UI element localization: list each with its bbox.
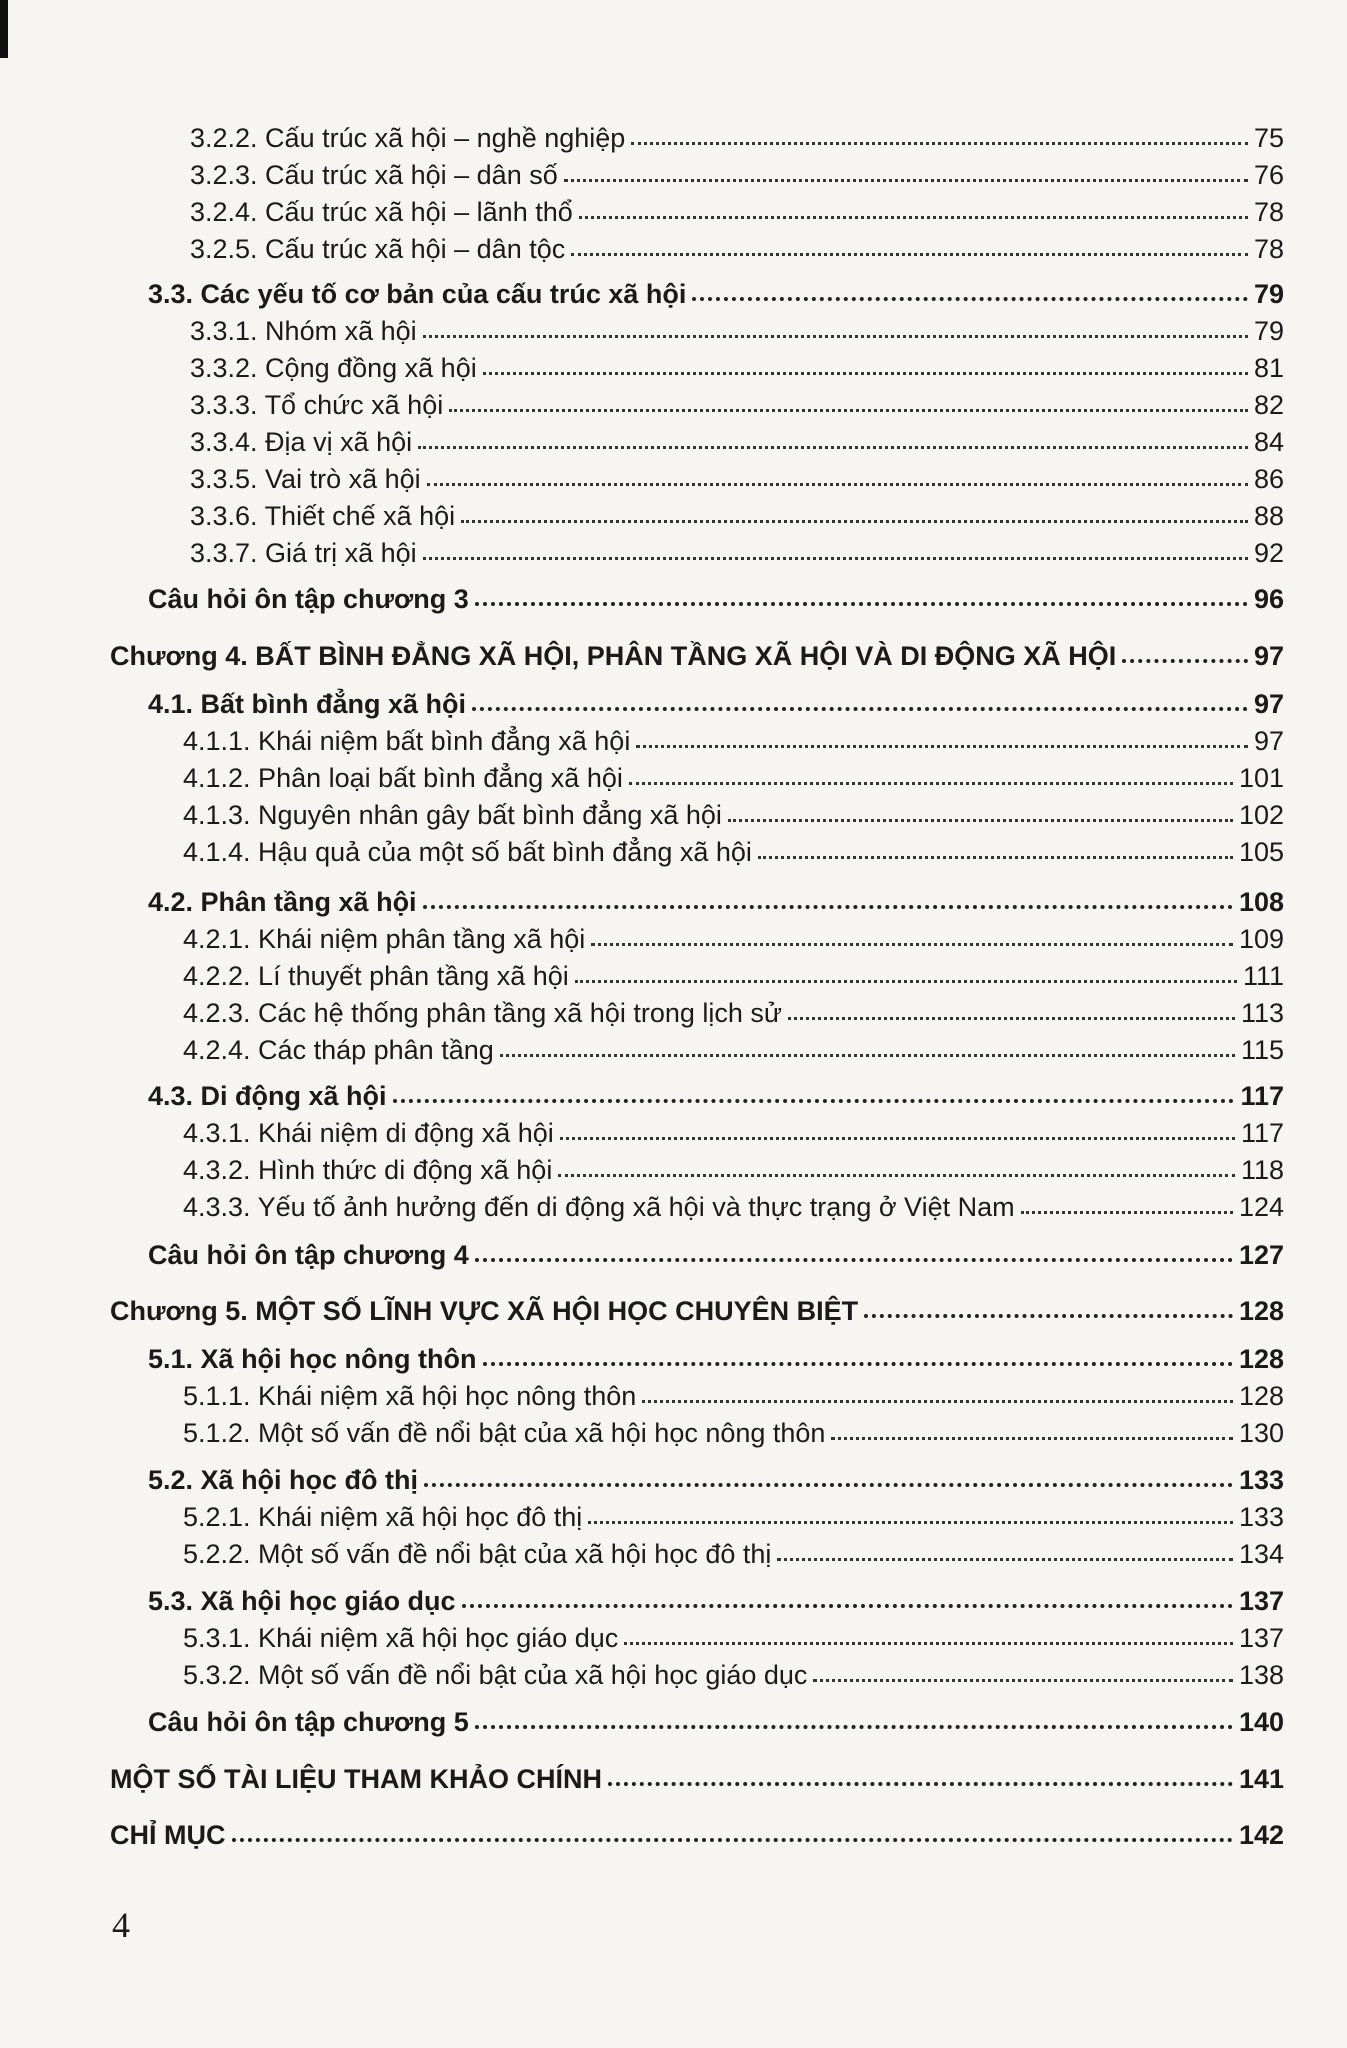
toc-section-page: 96 xyxy=(1253,584,1284,614)
leader-dots xyxy=(461,520,1248,523)
leader-dots xyxy=(483,372,1248,375)
toc-section-page: 137 xyxy=(1238,1586,1284,1616)
toc-entry-page: 113 xyxy=(1240,998,1284,1028)
toc-section-title: 4.3. Di động xã hội xyxy=(148,1081,387,1111)
toc-entry xyxy=(190,531,1284,569)
toc-entry-page: 130 xyxy=(1238,1418,1284,1448)
toc-entry xyxy=(183,991,1284,1029)
toc-entry-title: 4.1.3. Nguyên nhân gây bất bình đẳng xã hội xyxy=(183,800,722,830)
scan-edge-mark xyxy=(0,0,8,58)
leader-dots xyxy=(629,782,1233,785)
toc-entry-title: 4.3.2. Hình thức di động xã hội xyxy=(183,1155,553,1185)
leader-dots xyxy=(564,179,1248,182)
toc-section-page: 108 xyxy=(1238,887,1284,917)
toc-entry-page: 81 xyxy=(1253,353,1284,383)
leader-dots xyxy=(624,1642,1233,1645)
toc-entry-title: 5.2.2. Một số vấn đề nổi bật của xã hội học đô thị xyxy=(183,1539,772,1569)
toc-entry xyxy=(190,494,1284,532)
toc-entry-title: 3.2.5. Cấu trúc xã hội – dân tộc xyxy=(190,234,566,264)
leader-dots xyxy=(418,446,1248,449)
toc-chapter-page: 128 xyxy=(1238,1296,1284,1326)
toc-entry-page: 124 xyxy=(1238,1192,1284,1222)
toc-entry-title: 5.1.2. Một số vấn đề nổi bật của xã hội học nông thôn xyxy=(183,1418,826,1448)
toc-entry-page: 115 xyxy=(1240,1035,1284,1065)
toc-chapter-page: 142 xyxy=(1238,1820,1284,1850)
toc-chapter xyxy=(110,1289,1284,1327)
toc-entry xyxy=(183,1532,1284,1570)
toc-entry xyxy=(183,1616,1284,1654)
toc-entry xyxy=(183,1495,1284,1533)
leader-dots xyxy=(560,1137,1235,1140)
toc-section-page: 127 xyxy=(1238,1240,1284,1270)
leader-dots xyxy=(1122,659,1248,663)
toc-section-page: 117 xyxy=(1240,1081,1284,1111)
toc-entry-page: 92 xyxy=(1253,538,1284,568)
toc-entry-title: 4.1.1. Khái niệm bất bình đẳng xã hội xyxy=(183,726,631,756)
toc-section xyxy=(148,1233,1284,1271)
leader-dots xyxy=(788,1017,1235,1020)
toc-entry-page: 134 xyxy=(1238,1539,1284,1569)
toc-chapter xyxy=(110,1813,1284,1851)
leader-dots xyxy=(758,856,1233,859)
toc-entry-page: 79 xyxy=(1253,316,1284,346)
toc-section xyxy=(148,577,1284,615)
toc-chapter-title: CHỈ MỤC xyxy=(110,1820,226,1850)
toc-section xyxy=(148,1074,1284,1112)
toc-entry-page: 75 xyxy=(1253,123,1284,153)
toc-section-title: 5.1. Xã hội học nông thôn xyxy=(148,1344,477,1374)
toc-entry xyxy=(183,1411,1284,1449)
leader-dots xyxy=(631,142,1248,145)
toc-entry-page: 128 xyxy=(1238,1381,1284,1411)
leader-dots xyxy=(472,707,1248,711)
toc-entry-page: 84 xyxy=(1253,427,1284,457)
toc-entry xyxy=(190,153,1284,191)
leader-dots xyxy=(579,216,1248,219)
toc-section-page: 133 xyxy=(1238,1465,1284,1495)
toc-entry-title: 3.3.5. Vai trò xã hội xyxy=(190,464,421,494)
leader-dots xyxy=(636,745,1248,748)
toc-entry xyxy=(183,1148,1284,1186)
leader-dots xyxy=(813,1679,1233,1682)
leader-dots xyxy=(427,483,1248,486)
toc-section xyxy=(148,682,1284,720)
toc-entry-page: 105 xyxy=(1238,837,1284,867)
toc-entry-page: 101 xyxy=(1238,763,1284,793)
leader-dots xyxy=(423,905,1233,909)
toc-chapter-title: MỘT SỐ TÀI LIỆU THAM KHẢO CHÍNH xyxy=(110,1764,602,1794)
toc-section-title: 4.1. Bất bình đẳng xã hội xyxy=(148,689,467,719)
toc-entry-page: 111 xyxy=(1242,961,1284,991)
toc-entry-page: 138 xyxy=(1238,1660,1284,1690)
toc-chapter xyxy=(110,634,1284,672)
toc-entry-page: 137 xyxy=(1238,1623,1284,1653)
leader-dots xyxy=(575,980,1237,983)
toc-chapter-page: 97 xyxy=(1253,641,1284,671)
toc-entry xyxy=(190,457,1284,495)
toc-section-title: 5.3. Xã hội học giáo dục xyxy=(148,1586,456,1616)
toc-section-title: 3.3. Các yếu tố cơ bản của cấu trúc xã hội xyxy=(148,279,687,309)
leader-dots xyxy=(588,1521,1233,1524)
leader-dots xyxy=(558,1174,1235,1177)
toc-section-page: 97 xyxy=(1253,689,1284,719)
toc-entry xyxy=(183,1653,1284,1691)
toc-entry-title: 3.3.4. Địa vị xã hội xyxy=(190,427,413,457)
leader-dots xyxy=(692,297,1248,301)
toc-entry-page: 78 xyxy=(1253,234,1284,264)
toc-entry-page: 86 xyxy=(1253,464,1284,494)
toc-section xyxy=(148,272,1284,310)
toc-section-title: Câu hỏi ôn tập chương 5 xyxy=(148,1707,469,1737)
leader-dots xyxy=(393,1099,1235,1103)
leader-dots xyxy=(864,1314,1233,1318)
toc-section xyxy=(148,1458,1284,1496)
toc-entry-page: 78 xyxy=(1253,197,1284,227)
toc-entry xyxy=(190,190,1284,228)
toc-entry-page: 102 xyxy=(1238,800,1284,830)
toc-entry-page: 76 xyxy=(1253,160,1284,190)
toc-chapter-title: Chương 5. MỘT SỐ LĨNH VỰC XÃ HỘI HỌC CHUYÊN BIỆT xyxy=(110,1296,859,1326)
leader-dots xyxy=(571,253,1248,256)
toc-entry xyxy=(183,954,1284,992)
toc-entry-title: 4.2.1. Khái niệm phân tầng xã hội xyxy=(183,924,586,954)
leader-dots xyxy=(831,1437,1232,1440)
toc-section-title: 5.2. Xã hội học đô thị xyxy=(148,1465,419,1495)
toc-entry xyxy=(190,227,1284,265)
toc-section xyxy=(148,880,1284,918)
toc-entry-page: 117 xyxy=(1240,1118,1284,1148)
leader-dots xyxy=(728,819,1233,822)
toc-entry-title: 5.3.2. Một số vấn đề nổi bật của xã hội học giáo dục xyxy=(183,1660,808,1690)
toc-entry-title: 3.3.6. Thiết chế xã hội xyxy=(190,501,456,531)
toc-entry-title: 4.1.2. Phân loại bất bình đẳng xã hội xyxy=(183,763,623,793)
toc-entry-title: 3.3.1. Nhóm xã hội xyxy=(190,316,417,346)
toc-entry-page: 88 xyxy=(1253,501,1284,531)
toc-entry-title: 5.3.1. Khái niệm xã hội học giáo dục xyxy=(183,1623,619,1653)
toc-entry-title: 4.2.3. Các hệ thống phân tầng xã hội trong lịch sử xyxy=(183,998,782,1028)
toc-entry-title: 3.2.3. Cấu trúc xã hội – dân số xyxy=(190,160,558,190)
toc-entry xyxy=(183,756,1284,794)
leader-dots xyxy=(1021,1211,1233,1214)
toc-entry-title: 3.2.4. Cấu trúc xã hội – lãnh thổ xyxy=(190,197,573,227)
toc-section xyxy=(148,1579,1284,1617)
toc-entry-title: 3.3.2. Cộng đồng xã hội xyxy=(190,353,477,383)
leader-dots xyxy=(475,602,1248,606)
toc-entry-title: 3.3.7. Giá trị xã hội xyxy=(190,538,417,568)
toc-chapter xyxy=(110,1757,1284,1795)
leader-dots xyxy=(475,1725,1233,1729)
toc-entry-page: 82 xyxy=(1253,390,1284,420)
leader-dots xyxy=(591,943,1233,946)
toc-entry-title: 3.2.2. Cấu trúc xã hội – nghề nghiệp xyxy=(190,123,626,153)
leader-dots xyxy=(232,1838,1233,1842)
toc-entry xyxy=(183,917,1284,955)
toc-entry-page: 133 xyxy=(1238,1502,1284,1532)
toc-section-page: 128 xyxy=(1238,1344,1284,1374)
toc-section-page: 79 xyxy=(1253,279,1284,309)
toc-entry-title: 4.3.1. Khái niệm di động xã hội xyxy=(183,1118,554,1148)
toc-entry xyxy=(190,309,1284,347)
leader-dots xyxy=(483,1362,1233,1366)
toc-entry-title: 4.1.4. Hậu quả của một số bất bình đẳng xã hội xyxy=(183,837,752,867)
toc-chapter-title: Chương 4. BẤT BÌNH ĐẲNG XÃ HỘI, PHÂN TẦNG XÃ HỘI VÀ DI ĐỘNG XÃ HỘI xyxy=(110,641,1117,671)
toc-entry-page: 97 xyxy=(1253,726,1284,756)
leader-dots xyxy=(424,1483,1233,1487)
toc-entry-title: 4.2.2. Lí thuyết phân tầng xã hội xyxy=(183,961,569,991)
toc-section-page: 140 xyxy=(1238,1707,1284,1737)
toc-section-title: Câu hỏi ôn tập chương 4 xyxy=(148,1240,469,1270)
toc-chapter-page: 141 xyxy=(1238,1764,1284,1794)
leader-dots xyxy=(462,1604,1233,1608)
leader-dots xyxy=(423,557,1248,560)
toc-section-title: Câu hỏi ôn tập chương 3 xyxy=(148,584,469,614)
toc-entry xyxy=(183,1374,1284,1412)
toc-entry xyxy=(190,346,1284,384)
toc-entry xyxy=(183,793,1284,831)
page-number: 4 xyxy=(112,1905,130,1945)
toc-entry xyxy=(183,1185,1284,1223)
toc-entry xyxy=(183,719,1284,757)
toc-entry-title: 4.3.3. Yếu tố ảnh hưởng đến di động xã hội và thực trạng ở Việt Nam xyxy=(183,1192,1015,1222)
toc-section xyxy=(148,1700,1284,1738)
toc-entry-title: 5.1.1. Khái niệm xã hội học nông thôn xyxy=(183,1381,637,1411)
toc-section-title: 4.2. Phân tầng xã hội xyxy=(148,887,417,917)
toc-entry xyxy=(190,383,1284,421)
toc-entry-title: 5.2.1. Khái niệm xã hội học đô thị xyxy=(183,1502,583,1532)
toc-entry-page: 118 xyxy=(1240,1155,1284,1185)
toc-entry-title: 4.2.4. Các tháp phân tầng xyxy=(183,1035,494,1065)
toc-entry xyxy=(190,420,1284,458)
leader-dots xyxy=(475,1258,1233,1262)
toc-entry xyxy=(183,1111,1284,1149)
toc-entry xyxy=(190,116,1284,154)
leader-dots xyxy=(608,1782,1233,1786)
toc-entry xyxy=(183,1028,1284,1066)
leader-dots xyxy=(777,1558,1233,1561)
toc-entry xyxy=(183,830,1284,868)
leader-dots xyxy=(423,335,1248,338)
toc-entry-page: 109 xyxy=(1238,924,1284,954)
leader-dots xyxy=(500,1054,1235,1057)
leader-dots xyxy=(449,409,1248,412)
toc-section xyxy=(148,1337,1284,1375)
toc-entry-title: 3.3.3. Tổ chức xã hội xyxy=(190,390,444,420)
leader-dots xyxy=(642,1400,1233,1403)
